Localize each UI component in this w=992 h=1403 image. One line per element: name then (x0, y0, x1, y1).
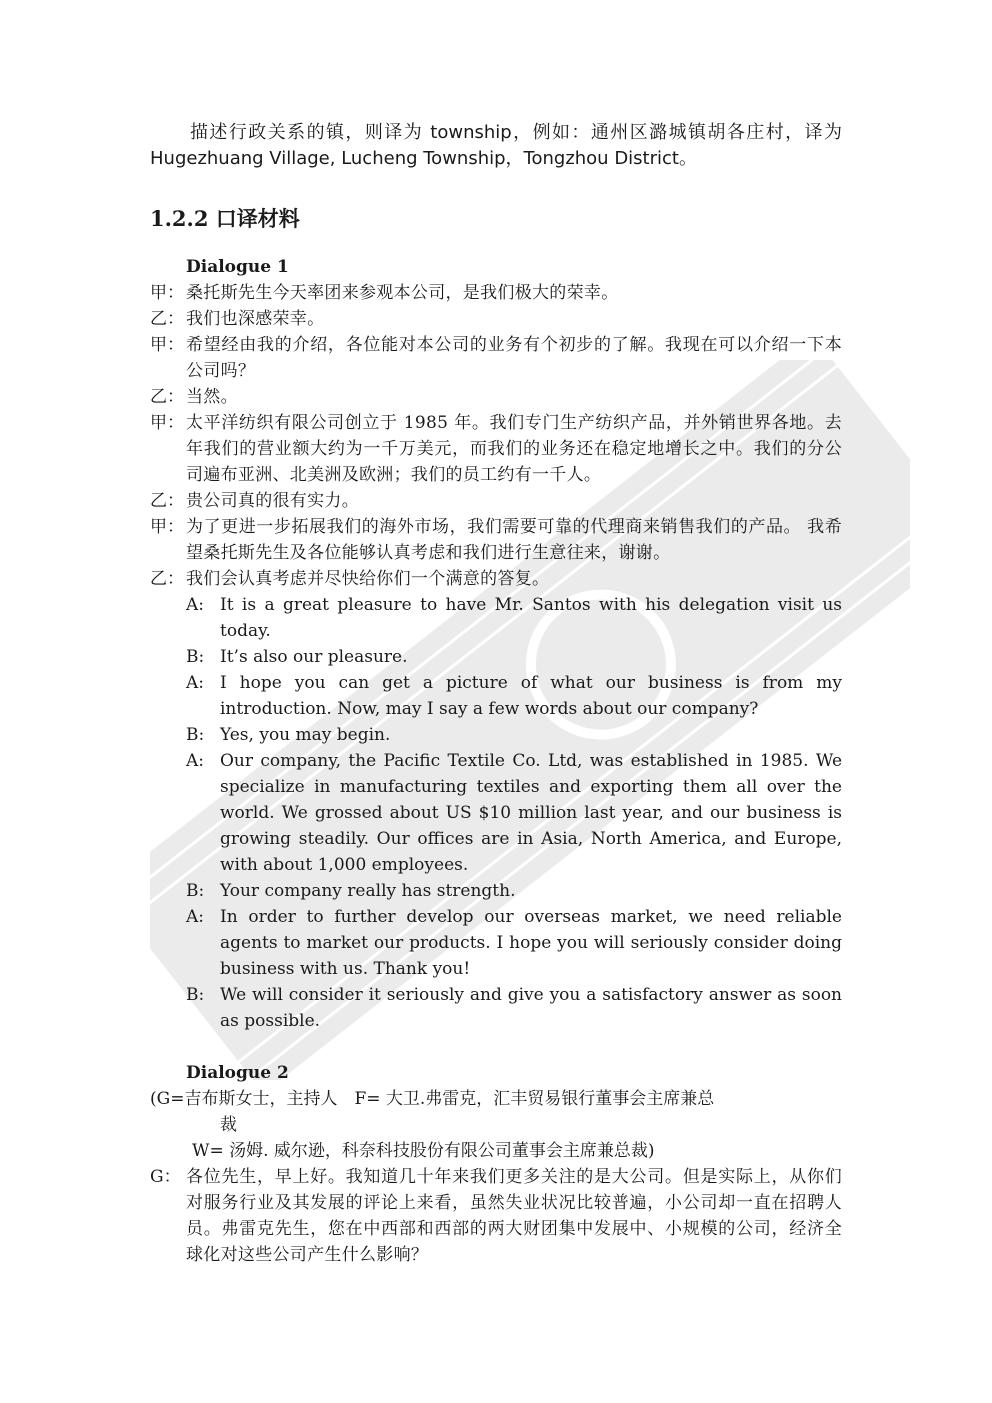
en-line (150, 748, 842, 878)
zh-line (150, 384, 842, 410)
speaker-note-line-1: (G=吉布斯女士，主持人 F= 大卫.弗雷克，汇丰贸易银行董事会主席兼总 (150, 1089, 715, 1109)
line-text: 桑托斯先生今天率团来参观本公司，是我们极大的荣幸。 (186, 283, 619, 303)
line-text: 希望经由我的介绍，各位能对本公司的业务有个初步的了解。我现在可以介绍一下本公司吗？ (186, 335, 842, 381)
zh-line (150, 514, 842, 566)
dialogue-2 (150, 1060, 842, 1268)
speaker-label: 乙： (150, 387, 184, 407)
line-text: 各位先生，早上好。我知道几十年来我们更多关注的是大公司。但是实际上，从你们对服务行业及其发展的评论上来看，虽然失业状况比较普遍，小公司却一直在招聘人员。弗雷克先生，您在中西部和西部的两大财团集中发展中、小规模的公司，经济全球化对这些公司产生什么影响？ (186, 1167, 842, 1265)
speaker-label: A: (186, 751, 205, 771)
en-line (150, 644, 842, 670)
intro-text: 描述行政关系的镇，则译为 township，例如：通州区潞城镇胡各庄村，译为 Hugezhuang Village, Lucheng Township，Tongzhou District。 (150, 122, 842, 169)
line-text: 我们会认真考虑并尽快给你们一个满意的答复。 (186, 569, 550, 589)
dialogue-1-title: Dialogue 1 (186, 257, 289, 277)
line-text: We will consider it seriously and give you a satisfactory answer as soon as possible. (220, 985, 842, 1031)
speaker-label: A: (186, 595, 205, 615)
intro-paragraph (150, 120, 842, 172)
line-text: It is a great pleasure to have Mr. Santos with his delegation visit us today. (220, 595, 842, 641)
en-line (150, 670, 842, 722)
zh-line (150, 332, 842, 384)
zh-line (150, 566, 842, 592)
speaker-label: 乙： (150, 491, 184, 511)
speaker-note-line-1-cont: 裁 (220, 1115, 237, 1135)
line-text: 为了更进一步拓展我们的海外市场，我们需要可靠的代理商来销售我们的产品。 我希望桑托斯先生及各位能够认真考虑和我们进行生意往来，谢谢。 (186, 517, 842, 563)
line-text: Your company really has strength. (220, 881, 516, 901)
speaker-note-line-2: W= 汤姆. 威尔逊，科奈科技股份有限公司董事会主席兼总裁) (192, 1141, 655, 1161)
line-text: I hope you can get a picture of what our business is from my introduction. Now, may I say a few words about our company? (220, 673, 842, 719)
zh-line (150, 1164, 842, 1268)
speaker-label: G： (150, 1167, 181, 1187)
en-line (150, 904, 842, 982)
zh-line (150, 280, 842, 306)
speaker-label: B: (186, 881, 205, 901)
line-text: 当然。 (186, 387, 238, 407)
zh-line (150, 306, 842, 332)
speaker-note (150, 1086, 842, 1164)
line-text: It’s also our pleasure. (220, 647, 408, 667)
en-line (150, 982, 842, 1034)
section-heading: 1.2.2 口译材料 (150, 206, 300, 231)
speaker-label: 甲： (150, 517, 184, 537)
en-line (150, 592, 842, 644)
dialogue-2-title: Dialogue 2 (186, 1063, 289, 1083)
speaker-label: 甲： (150, 413, 184, 433)
line-text: 我们也深感荣幸。 (186, 309, 325, 329)
speaker-label: A: (186, 673, 205, 693)
speaker-label: 甲： (150, 335, 184, 355)
line-text: Our company, the Pacific Textile Co. Ltd, was established in 1985. We specialize in manufacturing textiles and exporting them all over the world. We grossed about US $10 million last year, and our business is growing steadily. Our offices are in Asia, North America, and Europe, with about 1,000 employees. (220, 751, 842, 875)
line-text: 贵公司真的很有实力。 (186, 491, 359, 511)
speaker-label: B: (186, 647, 205, 667)
speaker-label: B: (186, 985, 205, 1005)
line-text: 太平洋纺织有限公司创立于 1985 年。我们专门生产纺织产品，并外销世界各地。去年我们的营业额大约为一千万美元，而我们的业务还在稳定地增长之中。我们的分公司遍布亚洲、北美洲及欧洲；我们的员工约有一千人。 (186, 413, 842, 485)
zh-line (150, 488, 842, 514)
speaker-label: B: (186, 725, 205, 745)
line-text: In order to further develop our overseas market, we need reliable agents to market our products. I hope you will seriously consider doing business with us. Thank you! (220, 907, 842, 979)
speaker-label: A: (186, 907, 205, 927)
en-line (150, 878, 842, 904)
line-text: Yes, you may begin. (220, 725, 391, 745)
speaker-label: 乙： (150, 569, 184, 589)
zh-line (150, 410, 842, 488)
en-line (150, 722, 842, 748)
speaker-label: 乙： (150, 309, 184, 329)
dialogue-1 (150, 254, 842, 1034)
speaker-label: 甲： (150, 283, 184, 303)
